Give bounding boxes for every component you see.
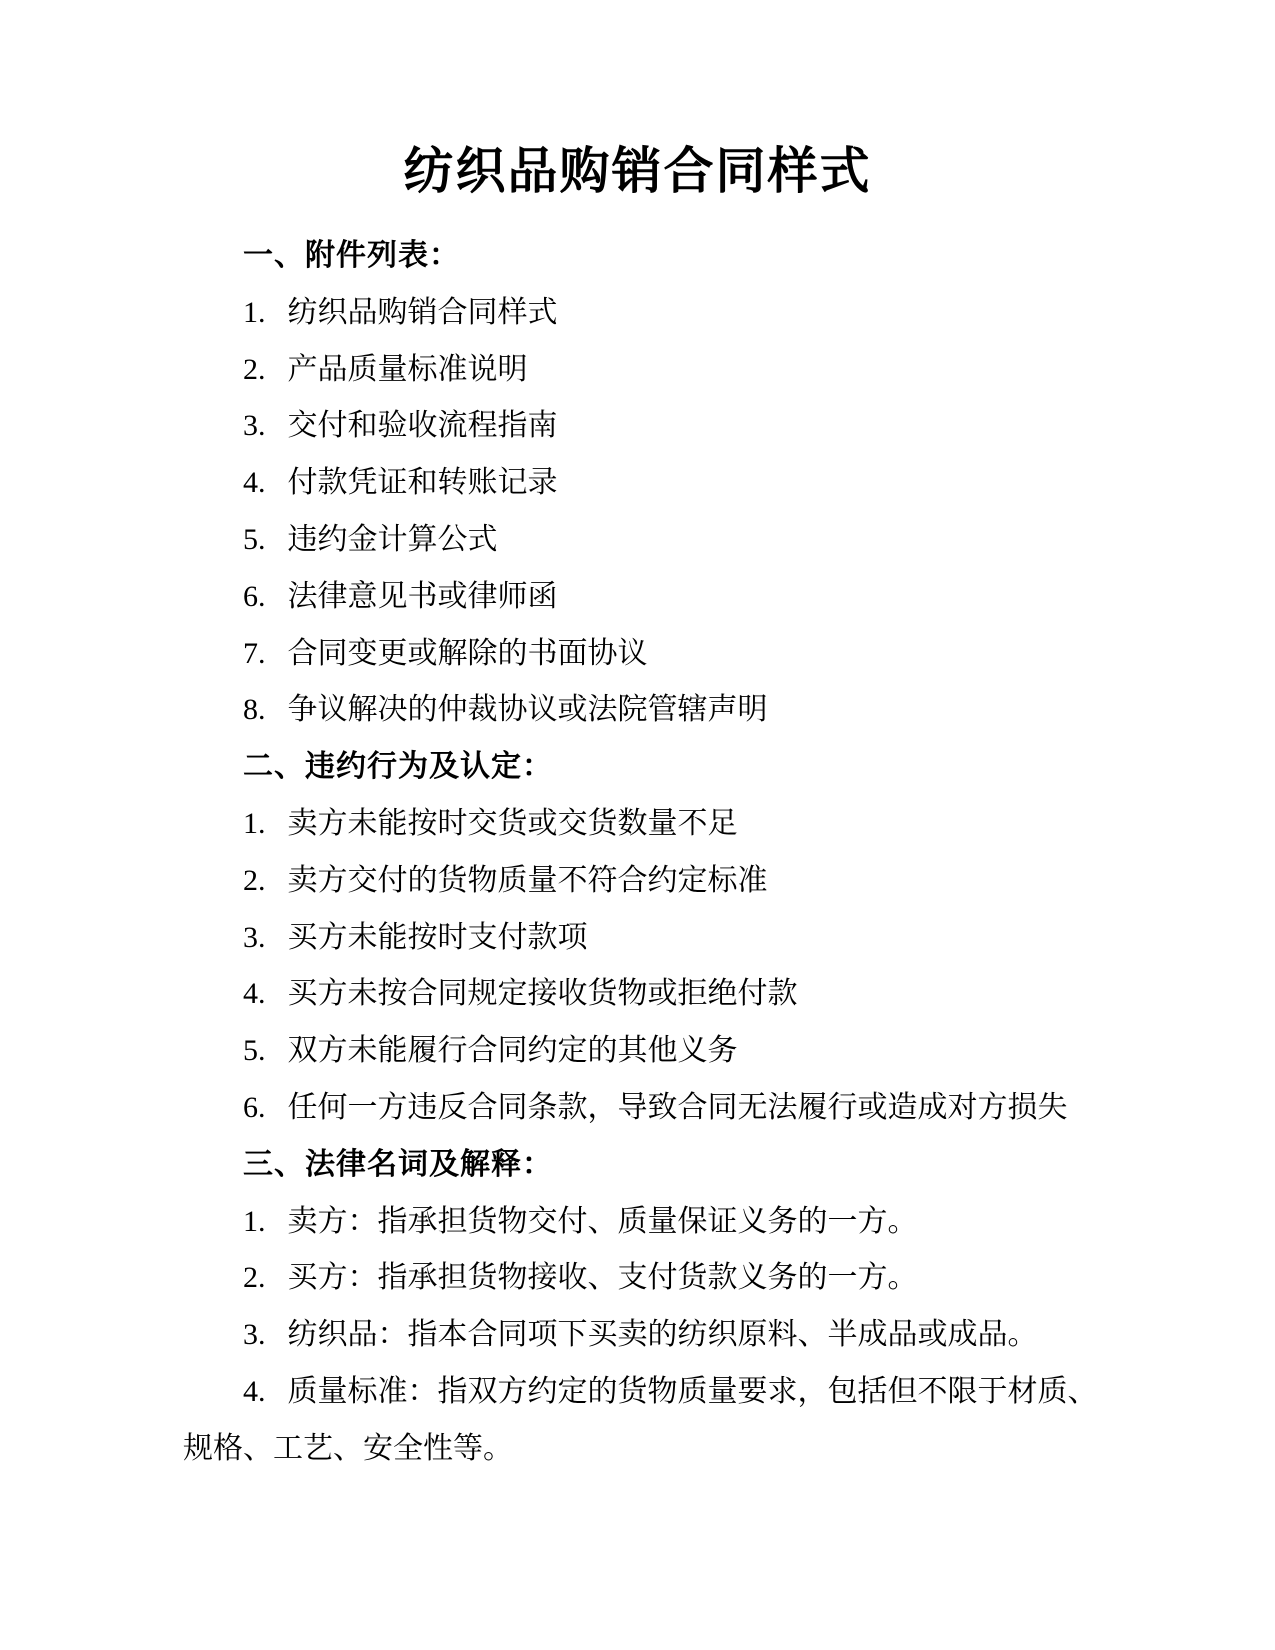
item-text: 纺织品购销合同样式 [287, 295, 558, 329]
item-text: 法律意见书或律师函 [287, 579, 558, 613]
item-number: 6. [243, 579, 266, 613]
section-1-heading: 一、附件列表： [243, 239, 460, 272]
section-2-heading: 二、违约行为及认定： [243, 750, 553, 784]
item-text: 产品质量标准说明 [287, 352, 528, 386]
item-number: 3. [243, 1318, 266, 1352]
item-text: 卖方：指承担货物交付、质量保证义务的一方。 [287, 1204, 918, 1238]
attachment-item-1 [183, 285, 1113, 342]
section-3-heading: 三、法律名词及解释： [243, 1147, 553, 1181]
item-text: 违约金计算公式 [287, 522, 498, 556]
definition-item-2 [183, 1250, 1113, 1307]
breach-item-1 [183, 796, 1113, 853]
item-text: 交付和验收流程指南 [287, 409, 558, 443]
item-text: 付款凭证和转账记录 [287, 466, 558, 500]
attachment-item-2 [183, 342, 1113, 399]
breach-item-5 [183, 1023, 1113, 1080]
breach-item-2 [183, 853, 1113, 910]
item-number: 7. [243, 636, 266, 670]
definition-item-1 [183, 1194, 1113, 1251]
item-text: 买方：指承担货物接收、支付货款义务的一方。 [287, 1261, 918, 1295]
item-number: 3. [243, 409, 266, 443]
item-number: 4. [243, 977, 266, 1011]
item-text: 任何一方违反合同条款，导致合同无法履行或造成对方损失 [287, 1090, 1068, 1124]
item-number: 2. [243, 352, 266, 386]
item-number: 6. [243, 1090, 266, 1124]
item-number: 8. [243, 693, 266, 727]
item-number: 1. [243, 806, 266, 840]
document-title: 纺织品购销合同样式 [403, 143, 872, 199]
attachment-item-3 [183, 398, 1113, 455]
item-number: 5. [243, 522, 266, 556]
attachment-item-8 [183, 682, 1113, 739]
item-number: 2. [243, 1261, 266, 1295]
item-text: 争议解决的仲裁协议或法院管辖声明 [287, 693, 768, 727]
attachment-item-6 [183, 569, 1113, 626]
attachment-item-4 [183, 455, 1113, 512]
attachment-item-7 [183, 626, 1113, 683]
item-number: 4. [243, 466, 266, 500]
item-number: 1. [243, 1204, 266, 1238]
item-number: 4. [243, 1374, 266, 1408]
item-text: 买方未按合同规定接收货物或拒绝付款 [287, 977, 798, 1011]
item-text: 纺织品：指本合同项下买卖的纺织原料、半成品或成品。 [287, 1318, 1038, 1352]
item-number: 3. [243, 920, 266, 954]
item-number: 2. [243, 863, 266, 897]
item-text: 双方未能履行合同约定的其他义务 [287, 1034, 738, 1068]
document-body [0, 228, 1113, 1478]
breach-item-6 [183, 1080, 1113, 1137]
breach-item-3 [183, 910, 1113, 967]
attachment-item-5 [183, 512, 1113, 569]
item-text: 卖方未能按时交货或交货数量不足 [287, 806, 738, 840]
item-text: 合同变更或解除的书面协议 [287, 636, 648, 670]
definition-item-4 [183, 1364, 1113, 1478]
item-number: 1. [243, 295, 266, 329]
definition-item-3 [183, 1307, 1113, 1364]
item-text: 买方未能按时支付款项 [287, 920, 588, 954]
item-text: 卖方交付的货物质量不符合约定标准 [287, 863, 768, 897]
breach-item-4 [183, 966, 1113, 1023]
item-text: 质量标准：指双方约定的货物质量要求，包括但不限于材质、规格、工艺、安全性等。 [183, 1374, 1098, 1465]
item-number: 5. [243, 1034, 266, 1068]
